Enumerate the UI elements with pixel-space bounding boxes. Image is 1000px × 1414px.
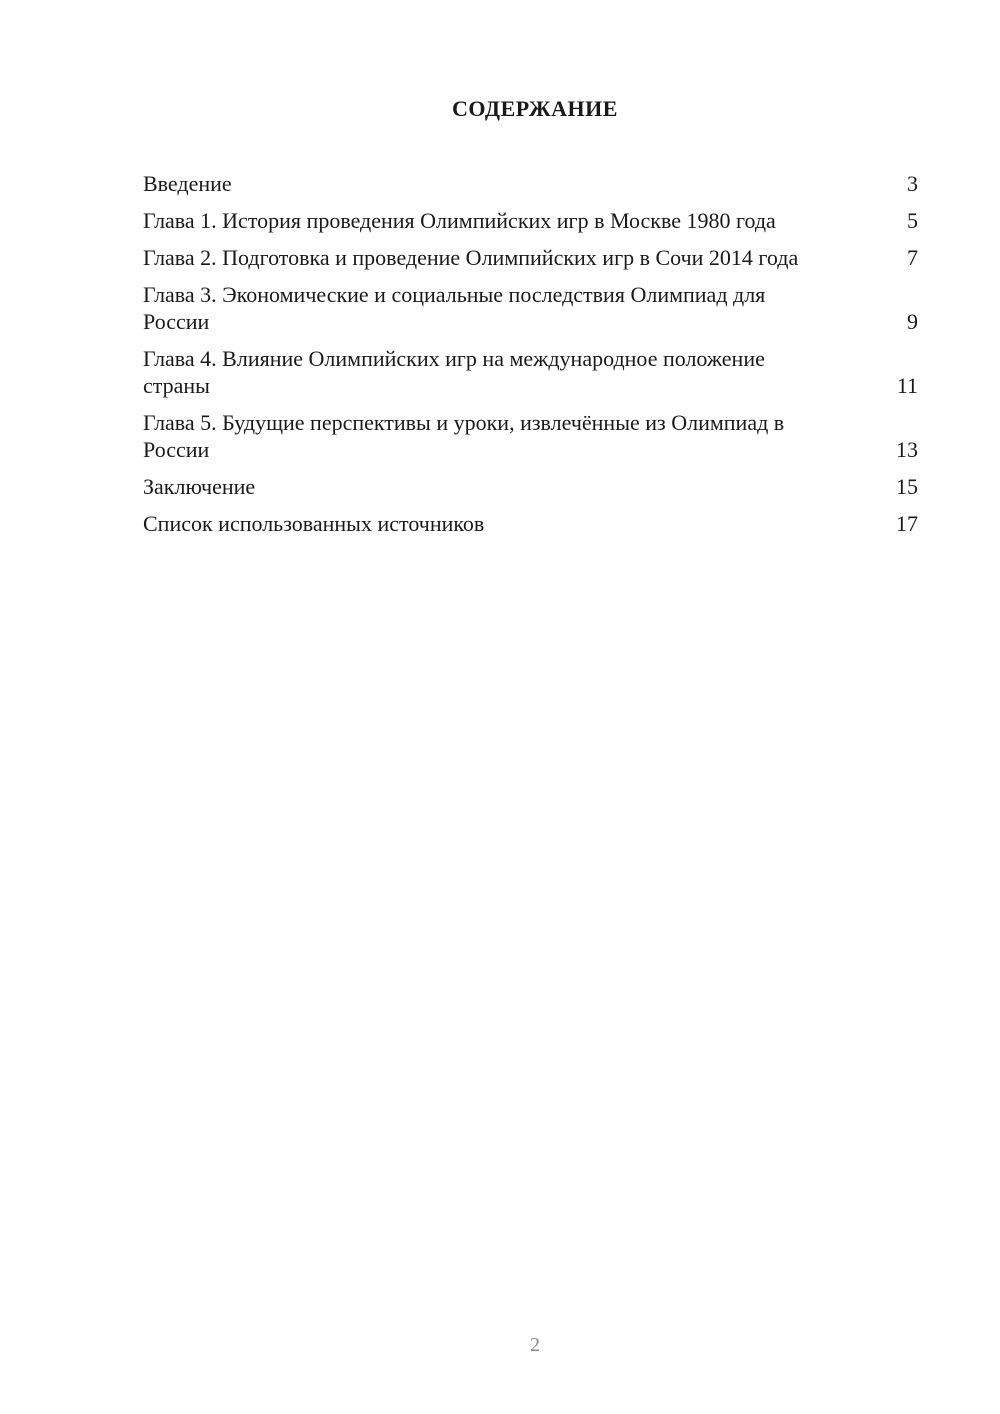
toc-entry-title: Заключение [143, 474, 256, 499]
toc-entry-title: Глава 4. Влияние Олимпийских игр на международное положение страны [143, 346, 765, 398]
toc-entry [143, 207, 918, 234]
toc-entry-page: 7 [907, 245, 918, 270]
toc-entry-title: Глава 3. Экономические и социальные последствия Олимпиад для России [143, 282, 766, 334]
toc-entry [143, 170, 918, 197]
toc-entry-title: Глава 2. Подготовка и проведение Олимпийских игр в Сочи 2014 года [143, 245, 799, 270]
toc-entry-title: Глава 1. История проведения Олимпийских игр в Москве 1980 года [143, 208, 776, 233]
toc-entry-page: 11 [896, 373, 918, 398]
toc-entry [143, 345, 918, 399]
toc-entry-page: 3 [907, 171, 918, 196]
toc-entry-page: 13 [896, 437, 918, 462]
toc-entry-title: Введение [143, 171, 232, 196]
toc-entry-title: Список использованных источников [143, 511, 485, 536]
toc-entry [143, 510, 918, 537]
toc-entry [143, 473, 918, 500]
toc-entry-page: 9 [907, 309, 918, 334]
toc-entry [143, 409, 918, 463]
page-number: 2 [530, 1334, 540, 1356]
toc-entry-title: Глава 5. Будущие перспективы и уроки, извлечённые из Олимпиад в России [143, 410, 785, 462]
toc-entry [143, 281, 918, 335]
toc-list [143, 170, 918, 547]
toc-entry-page: 17 [896, 511, 918, 536]
toc-title: СОДЕРЖАНИЕ [452, 96, 618, 121]
toc-entry-page: 5 [907, 208, 918, 233]
toc-entry-page: 15 [896, 474, 918, 499]
toc-entry [143, 244, 918, 271]
